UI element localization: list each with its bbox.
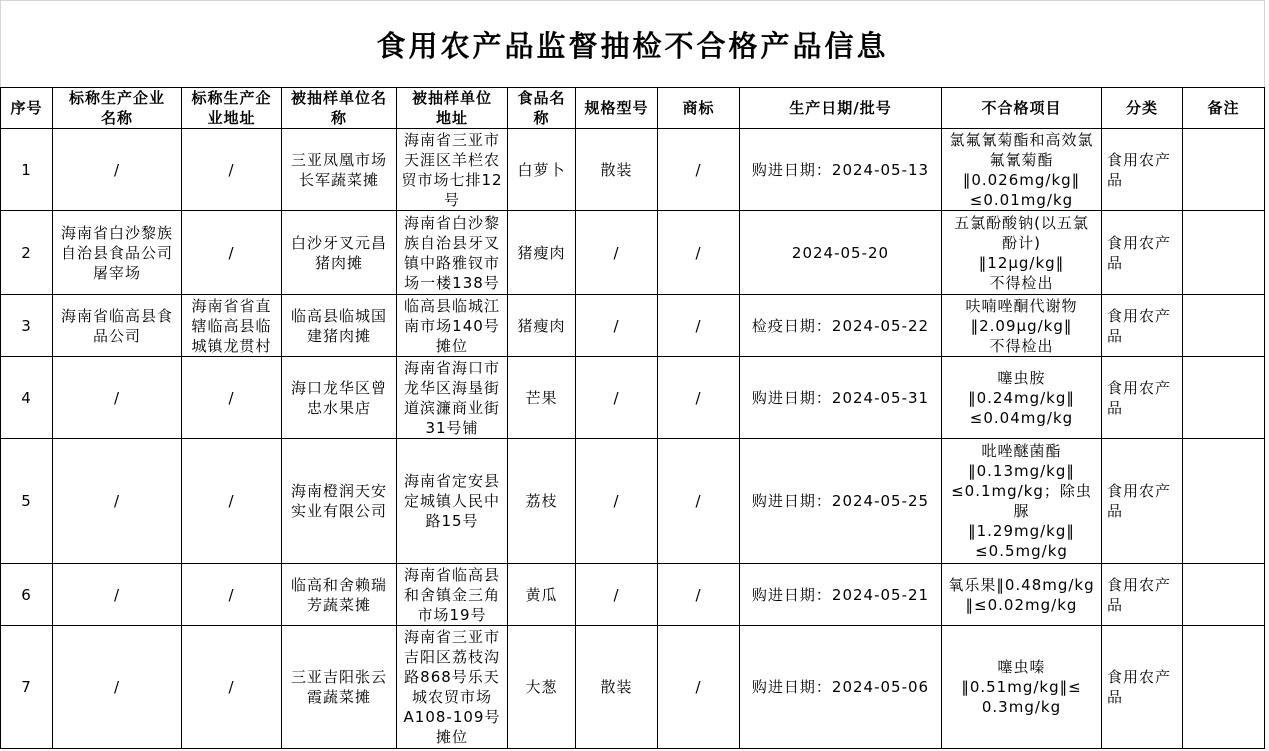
- sheet-title: 食用农产品监督抽检不合格产品信息: [0, 0, 1265, 87]
- cell-serial-number: 6: [1, 564, 52, 625]
- cell-category: 食用农产 品: [1102, 439, 1182, 563]
- cell-serial-number: 2: [1, 211, 52, 294]
- cell-sampled-unit-name: 白沙牙叉元昌 猪肉摊: [282, 211, 396, 294]
- cell-food-name: 猪瘦肉: [508, 211, 575, 294]
- cell-specification: /: [576, 211, 657, 294]
- cell-trademark: /: [658, 439, 739, 563]
- cell-nonconforming-item: 噻虫嗪 ‖0.51mg/kg‖≤ 0.3mg/kg: [942, 626, 1101, 748]
- cell-sampled-unit-name: 三亚吉阳张云 霞蔬菜摊: [282, 626, 396, 748]
- cell-production-date: 检疫日期：2024-05-22: [740, 295, 941, 356]
- header-trademark: 商标: [658, 88, 739, 128]
- cell-manufacturer-name: 海南省白沙黎族 自治县食品公司 屠宰场: [53, 211, 181, 294]
- cell-nonconforming-item: 吡唑醚菌酯 ‖0.13mg/kg‖ ≤0.1mg/kg；除虫 脲 ‖1.29mg/kg‖ ≤0.5mg/kg: [942, 439, 1101, 563]
- cell-nonconforming-item: 氧乐果‖0.48mg/kg ‖≤0.02mg/kg: [942, 564, 1101, 625]
- cell-remarks: [1183, 357, 1264, 438]
- cell-production-date: 2024-05-20: [740, 211, 941, 294]
- cell-nonconforming-item: 呋喃唑酮代谢物 ‖2.09μg/kg‖ 不得检出: [942, 295, 1101, 356]
- cell-specification: /: [576, 357, 657, 438]
- cell-specification: 散装: [576, 129, 657, 210]
- header-manufacturer-name: 标称生产企业 名称: [53, 88, 181, 128]
- cell-manufacturer-name: /: [53, 129, 181, 210]
- cell-production-date: 购进日期：2024-05-31: [740, 357, 941, 438]
- cell-sampled-unit-address: 海南省三亚市 吉阳区荔枝沟 路868号乐天 城农贸市场 A108-109号 摊位: [397, 626, 507, 748]
- cell-serial-number: 3: [1, 295, 52, 356]
- cell-remarks: [1183, 439, 1264, 563]
- cell-category: 食用农产 品: [1102, 626, 1182, 748]
- header-serial-number: 序号: [1, 88, 52, 128]
- header-food-name: 食品名 称: [508, 88, 575, 128]
- cell-specification: /: [576, 564, 657, 625]
- cell-manufacturer-address: /: [182, 357, 281, 438]
- cell-trademark: /: [658, 357, 739, 438]
- header-production-date: 生产日期/批号: [740, 88, 941, 128]
- cell-manufacturer-name: 海南省临高县食 品公司: [53, 295, 181, 356]
- cell-production-date: 购进日期：2024-05-25: [740, 439, 941, 563]
- header-category: 分类: [1102, 88, 1182, 128]
- cell-trademark: /: [658, 129, 739, 210]
- cell-category: 食用农产 品: [1102, 564, 1182, 625]
- cell-manufacturer-address: /: [182, 129, 281, 210]
- cell-sampled-unit-address: 海南省三亚市 天涯区羊栏农 贸市场七排12 号: [397, 129, 507, 210]
- cell-category: 食用农产 品: [1102, 211, 1182, 294]
- cell-sampled-unit-address: 海南省定安县 定城镇人民中 路15号: [397, 439, 507, 563]
- cell-manufacturer-address: /: [182, 211, 281, 294]
- cell-sampled-unit-name: 海口龙华区曾 忠水果店: [282, 357, 396, 438]
- cell-remarks: [1183, 564, 1264, 625]
- cell-manufacturer-address: /: [182, 626, 281, 748]
- cell-specification: /: [576, 439, 657, 563]
- cell-manufacturer-name: /: [53, 357, 181, 438]
- header-nonconforming-item: 不合格项目: [942, 88, 1101, 128]
- cell-sampled-unit-name: 临高和舍赖瑞 芳蔬菜摊: [282, 564, 396, 625]
- cell-food-name: 黄瓜: [508, 564, 575, 625]
- cell-specification: 散装: [576, 626, 657, 748]
- cell-sampled-unit-address: 海南省海口市 龙华区海垦街 道滨濂商业街 31号铺: [397, 357, 507, 438]
- cell-food-name: 大葱: [508, 626, 575, 748]
- cell-category: 食用农产 品: [1102, 357, 1182, 438]
- header-sampled-unit-address: 被抽样单位 地址: [397, 88, 507, 128]
- cell-manufacturer-name: /: [53, 626, 181, 748]
- cell-sampled-unit-address: 海南省临高县 和舍镇金三角 市场19号: [397, 564, 507, 625]
- cell-sampled-unit-address: 海南省白沙黎 族自治县牙叉 镇中路雅钗市 场一楼138号: [397, 211, 507, 294]
- cell-production-date: 购进日期：2024-05-21: [740, 564, 941, 625]
- nonconforming-products-table: [0, 87, 1265, 749]
- cell-trademark: /: [658, 626, 739, 748]
- cell-serial-number: 7: [1, 626, 52, 748]
- cell-remarks: [1183, 295, 1264, 356]
- cell-food-name: 荔枝: [508, 439, 575, 563]
- cell-serial-number: 4: [1, 357, 52, 438]
- cell-sampled-unit-name: 三亚凤凰市场 长军蔬菜摊: [282, 129, 396, 210]
- header-remarks: 备注: [1183, 88, 1264, 128]
- cell-food-name: 猪瘦肉: [508, 295, 575, 356]
- cell-serial-number: 5: [1, 439, 52, 563]
- cell-specification: /: [576, 295, 657, 356]
- cell-food-name: 白萝卜: [508, 129, 575, 210]
- cell-manufacturer-address: /: [182, 439, 281, 563]
- cell-manufacturer-address: 海南省省直 辖临高县临 城镇龙贯村: [182, 295, 281, 356]
- header-specification: 规格型号: [576, 88, 657, 128]
- cell-remarks: [1183, 129, 1264, 210]
- cell-remarks: [1183, 626, 1264, 748]
- cell-trademark: /: [658, 295, 739, 356]
- cell-nonconforming-item: 五氯酚酸钠(以五氯 酚计) ‖12μg/kg‖ 不得检出: [942, 211, 1101, 294]
- cell-nonconforming-item: 噻虫胺 ‖0.24mg/kg‖ ≤0.04mg/kg: [942, 357, 1101, 438]
- cell-manufacturer-address: /: [182, 564, 281, 625]
- cell-production-date: 购进日期：2024-05-06: [740, 626, 941, 748]
- cell-food-name: 芒果: [508, 357, 575, 438]
- cell-manufacturer-name: /: [53, 564, 181, 625]
- cell-manufacturer-name: /: [53, 439, 181, 563]
- cell-sampled-unit-name: 海南橙润天安 实业有限公司: [282, 439, 396, 563]
- cell-category: 食用农产 品: [1102, 295, 1182, 356]
- cell-trademark: /: [658, 211, 739, 294]
- header-manufacturer-address: 标称生产企 业地址: [182, 88, 281, 128]
- cell-trademark: /: [658, 564, 739, 625]
- cell-serial-number: 1: [1, 129, 52, 210]
- cell-remarks: [1183, 211, 1264, 294]
- cell-sampled-unit-address: 临高县临城江 南市场140号 摊位: [397, 295, 507, 356]
- cell-production-date: 购进日期：2024-05-13: [740, 129, 941, 210]
- cell-category: 食用农产 品: [1102, 129, 1182, 210]
- cell-sampled-unit-name: 临高县临城国 建猪肉摊: [282, 295, 396, 356]
- header-sampled-unit-name: 被抽样单位名 称: [282, 88, 396, 128]
- cell-nonconforming-item: 氯氟氰菊酯和高效氯 氟氰菊酯 ‖0.026mg/kg‖ ≤0.01mg/kg: [942, 129, 1101, 210]
